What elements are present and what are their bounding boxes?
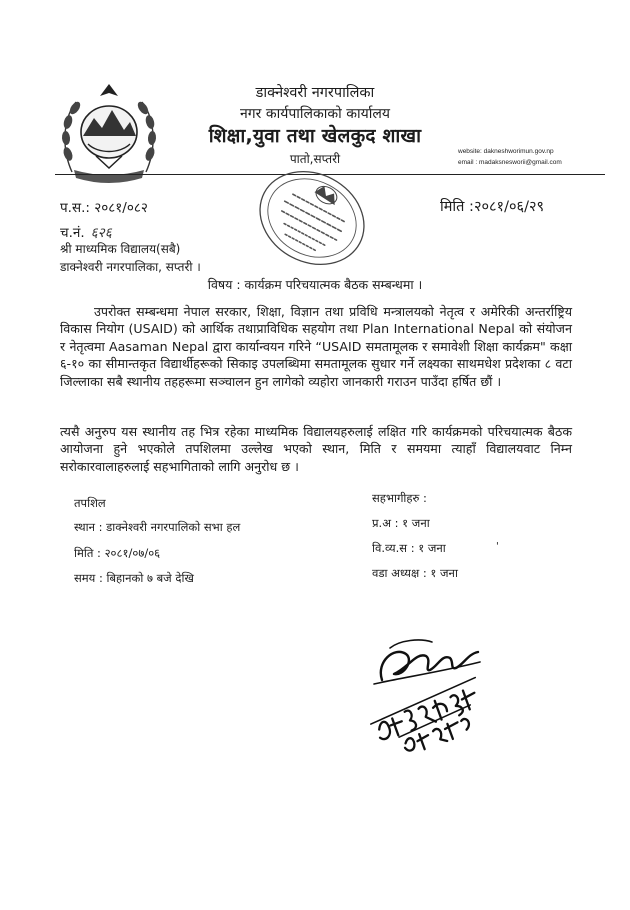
details-heading: तपशिल	[74, 496, 106, 510]
office-name: नगर कार्यपालिकाको कार्यालय	[240, 106, 390, 122]
recipient-line-2: डाक्नेश्वरी नगरपालिका, सप्तरी ।	[60, 260, 201, 274]
dispatch-number-value: ६२६	[90, 225, 112, 241]
participant-smc: वि.व्य.स : १ जना	[372, 541, 446, 555]
meeting-date-text: मिति : २०८१/०७/०६	[74, 546, 161, 560]
dispatch-number	[60, 223, 112, 241]
website-text: website: dakneshworimun.gov.np	[458, 148, 554, 155]
reference-number: प.स.: २०८१/०८२	[60, 200, 148, 216]
participant-ward-chair: वडा अध्यक्ष : १ जना	[372, 566, 458, 580]
meeting-time-text: समय : बिहानको ७ बजे देखि	[74, 571, 194, 585]
pen-mark: '	[496, 541, 499, 552]
section-name: शिक्षा,युवा तथा खेलकुद शाखा	[208, 125, 422, 147]
handwritten-signature-icon	[360, 632, 510, 762]
body-paragraph-1: उपरोक्त सम्बन्धमा नेपाल सरकार, शिक्षा, विज्ञान तथा प्रविधि मन्त्रालयको नेतृत्व र अमेरिकी अन्तर्राष्ट्रिय विकास नियोग (USAID) को आर्थिक तथाप्राविधिक सहयोग तथा Plan International Nepal को संयोजन र नेतृत्वमा Aasaman Nepal द्वारा कार्यान्वयन गरिने “USAID समतामूलक र समावेशी शिक्षा कार्यक्रम" कक्षा ६-१० का सीमान्तकृत विद्यार्थीहरूको सिकाइ उपलब्धिमा समतामूलक सुधार गर्ने लक्ष्यका साथमधेश प्रदेशका ८ वटा जिल्लाका सबै स्थानीय तहहरूमा सञ्चालन हुन लागेको व्यहोरा जानकारी गराउन पाउँदा हर्षित छौं ।	[60, 304, 572, 389]
letter-date: मिति :२०८१/०६/२९	[440, 199, 545, 215]
venue-text: स्थान : डाक्नेश्वरी नगरपालिको सभा हल	[74, 520, 241, 534]
contact-block	[458, 146, 562, 168]
dispatch-number-label: च.नं.	[60, 225, 85, 241]
body-paragraph-2: त्यसै अनुरुप यस स्थानीय तह भित्र रहेका माध्यमिक विद्यालयहरुलाई लक्षित गरि कार्यक्रमको परिचयात्मक बैठक आयोजना हुने भएकोले तपशिलमा उल्लेख भएको स्थान, मिति र समयमा त्याहाँ विद्यालयवाट निम्न सरोकारवालाहरुलाई सहभागिताको लागि अनुरोध छ ।	[60, 424, 572, 474]
subject-line: विषय : कार्यक्रम परिचयात्मक बैठक सम्बन्धमा ।	[207, 277, 423, 292]
participant-headteacher: प्र.अ : १ जना	[372, 516, 430, 530]
email-text: email : madaksnesworii@gmail.com	[458, 159, 562, 166]
recipient-line-1: श्री माध्यमिक विद्यालय(सबै)	[60, 242, 181, 256]
participants-heading: सहभागीहरु :	[372, 491, 427, 505]
official-stamp-icon	[246, 166, 378, 270]
municipality-name: डाक्नेश्वरी नगरपालिका	[255, 85, 375, 101]
office-location: पातो,सप्तरी	[289, 152, 341, 166]
